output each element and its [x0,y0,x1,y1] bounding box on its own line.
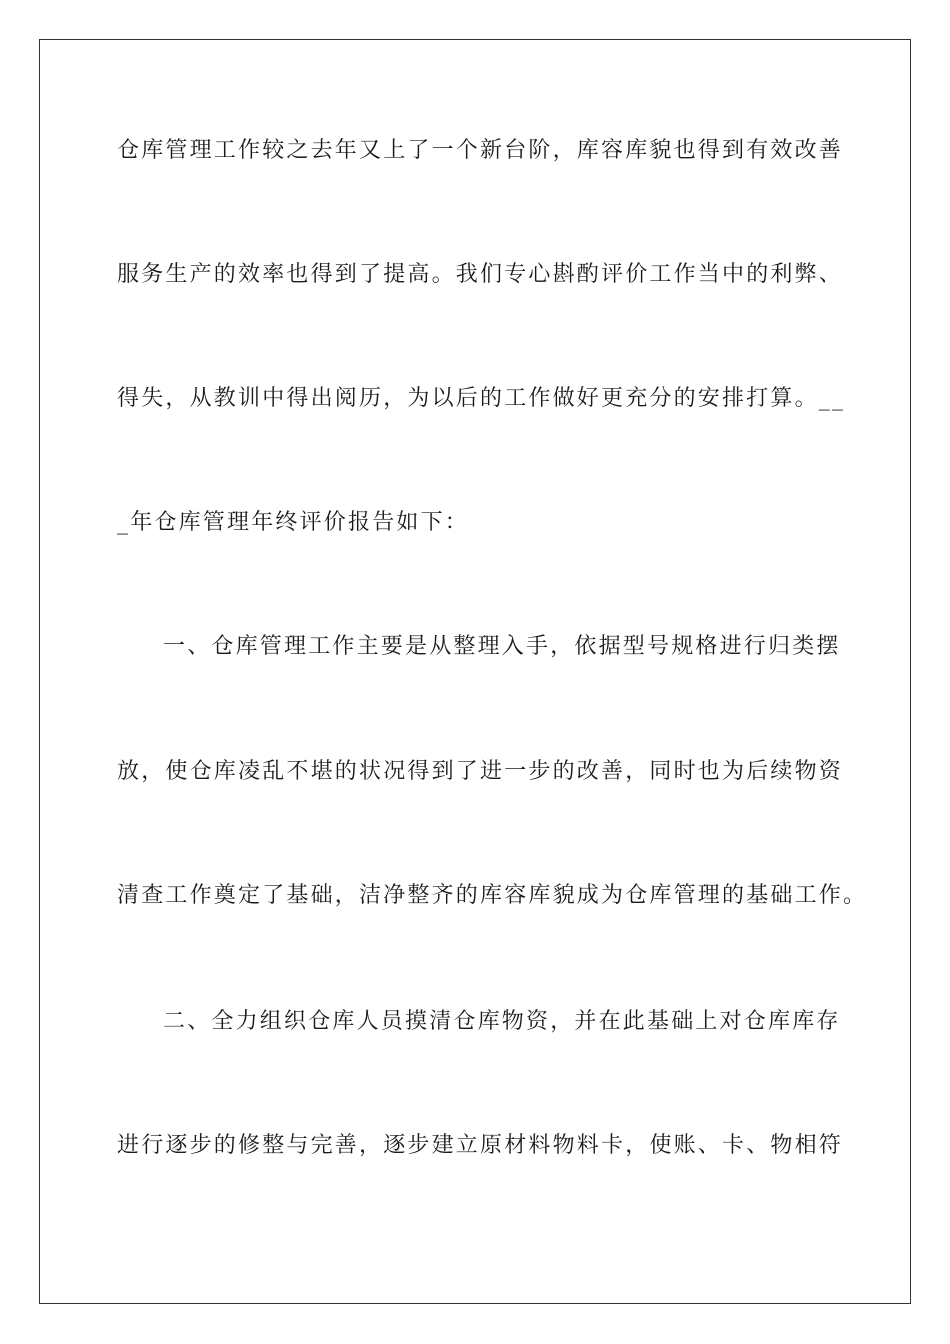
page-border [39,39,911,1304]
paragraph-line: 得失，从教训中得出阅历，为以后的工作做好更充分的安排打算。__ [117,386,846,411]
paragraph-line: 二、全力组织仓库人员摸清仓库物资，并在此基础上对仓库库存 [163,1009,841,1034]
paragraph-line: _年仓库管理年终评价报告如下： [117,510,470,535]
paragraph-line: 放，使仓库凌乱不堪的状况得到了进一步的改善，同时也为后续物资 [117,759,844,784]
paragraph-line: 进行逐步的修整与完善，逐步建立原材料物料卡，使账、卡、物相符 [117,1133,844,1158]
paragraph-line: 清查工作奠定了基础，洁净整齐的库容库貌成为仓库管理的基础工作。 [117,883,868,908]
paragraph-line: 仓库管理工作较之去年又上了一个新台阶，库容库貌也得到有效改善 [117,138,844,163]
paragraph-line: 一、仓库管理工作主要是从整理入手，依据型号规格进行归类摆 [163,634,841,659]
paragraph-line: 服务生产的效率也得到了提高。我们专心斟酌评价工作当中的利弊、 [117,262,844,287]
